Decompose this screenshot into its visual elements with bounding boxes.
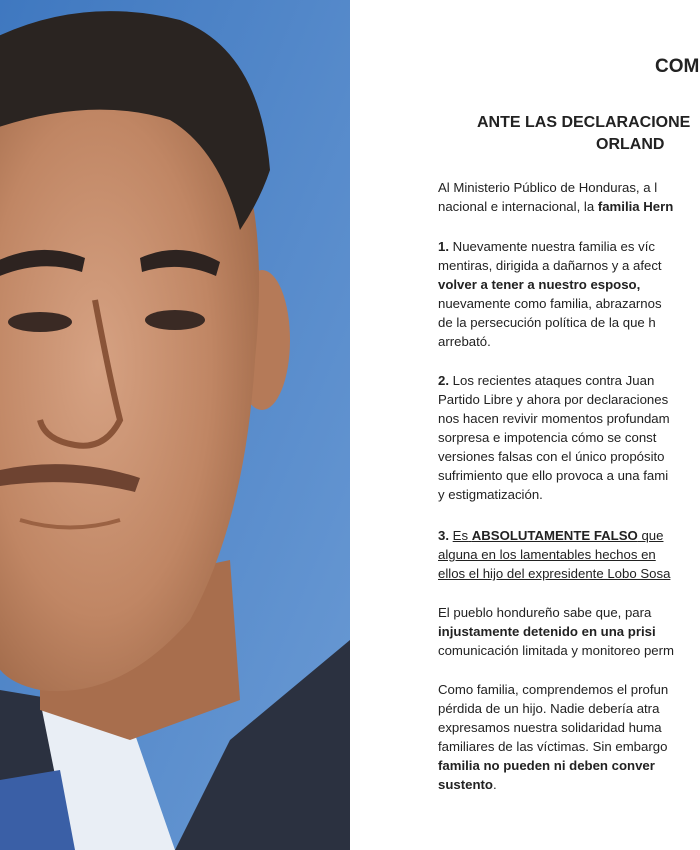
p3-line-3-text: ellos el hijo del expresidente Lobo Sosa bbox=[438, 566, 671, 581]
intro-line-2 bbox=[438, 197, 673, 216]
p5-line-6 bbox=[438, 775, 497, 794]
p4-line-3: comunicación limitada y monitoreo perm bbox=[438, 643, 675, 658]
p1-line-2: mentiras, dirigida a dañarnos y a afect bbox=[438, 258, 662, 273]
p3-line-1 bbox=[438, 526, 663, 545]
p2-line-1-text: Los recientes ataques contra Juan bbox=[452, 373, 655, 388]
p1-line-1-text: Nuevamente nuestra familia es víc bbox=[452, 239, 655, 254]
p5-line-6-bold: sustento bbox=[438, 777, 493, 792]
document-subtitle-line-2: ORLAND bbox=[596, 136, 665, 153]
p3-tail: que bbox=[641, 528, 664, 543]
p2-number: 2. bbox=[438, 373, 449, 388]
p1-line-5: de la persecución política de la que h bbox=[438, 315, 656, 330]
p2-line-5: versiones falsas con el único propósito bbox=[438, 449, 665, 464]
p4-line-2 bbox=[438, 622, 656, 641]
p1-number: 1. bbox=[438, 239, 449, 254]
p1-line-6: arrebató. bbox=[438, 334, 491, 349]
p3-line-1-underlined bbox=[453, 528, 664, 543]
p2-line-2: Partido Libre y ahora por declaraciones bbox=[438, 392, 669, 407]
p4-line-2-bold: injustamente detenido en una prisi bbox=[438, 624, 656, 639]
p5-line-6-tail: . bbox=[492, 777, 497, 792]
p2-line-6: sufrimiento que ello provoca a una fami bbox=[438, 468, 669, 483]
p1-line-1 bbox=[438, 237, 655, 256]
p5-line-1: Como familia, comprendemos el profun bbox=[438, 682, 669, 697]
p5-line-2: pérdida de un hijo. Nadie debería atra bbox=[438, 701, 660, 716]
p3-line-2 bbox=[438, 545, 656, 564]
p3-line-3 bbox=[438, 564, 670, 583]
p1-line-3 bbox=[438, 275, 640, 294]
p4-line-1: El pueblo hondureño sabe que, para bbox=[438, 605, 652, 620]
document-subtitle-line-1: ANTE LAS DECLARACIONE bbox=[477, 114, 691, 131]
p3-number: 3. bbox=[438, 528, 449, 543]
p2-line-3: nos hacen revivir momentos profundam bbox=[438, 411, 670, 426]
p5-line-5 bbox=[438, 756, 655, 775]
p2-line-7: y estigmatización. bbox=[438, 487, 543, 502]
p3-line-2-text: alguna en los lamentables hechos en bbox=[438, 547, 656, 562]
intro-line-1: Al Ministerio Público de Honduras, a l bbox=[438, 180, 658, 195]
document-title: COM bbox=[655, 56, 700, 77]
p5-line-3: expresamos nuestra solidaridad huma bbox=[438, 720, 662, 735]
p5-line-4: familiares de las víctimas. Sin embargo bbox=[438, 739, 668, 754]
right-eye bbox=[145, 310, 205, 330]
p2-line-4: sorpresa e impotencia cómo se const bbox=[438, 430, 657, 445]
left-eye bbox=[8, 312, 72, 332]
p3-bold: ABSOLUTAMENTE FALSO bbox=[471, 528, 638, 543]
p5-line-5-bold: familia no pueden ni deben conver bbox=[438, 758, 655, 773]
p3-es: Es bbox=[452, 528, 469, 543]
p2-line-1 bbox=[438, 371, 654, 390]
intro-line-2-text: nacional e internacional, la bbox=[438, 199, 598, 214]
press-release-document bbox=[350, 0, 700, 850]
intro-line-2-bold: familia Hern bbox=[597, 199, 674, 214]
p1-line-3-bold: volver a tener a nuestro esposo, bbox=[438, 277, 641, 292]
p1-line-4: nuevamente como familia, abrazarnos bbox=[438, 296, 662, 311]
